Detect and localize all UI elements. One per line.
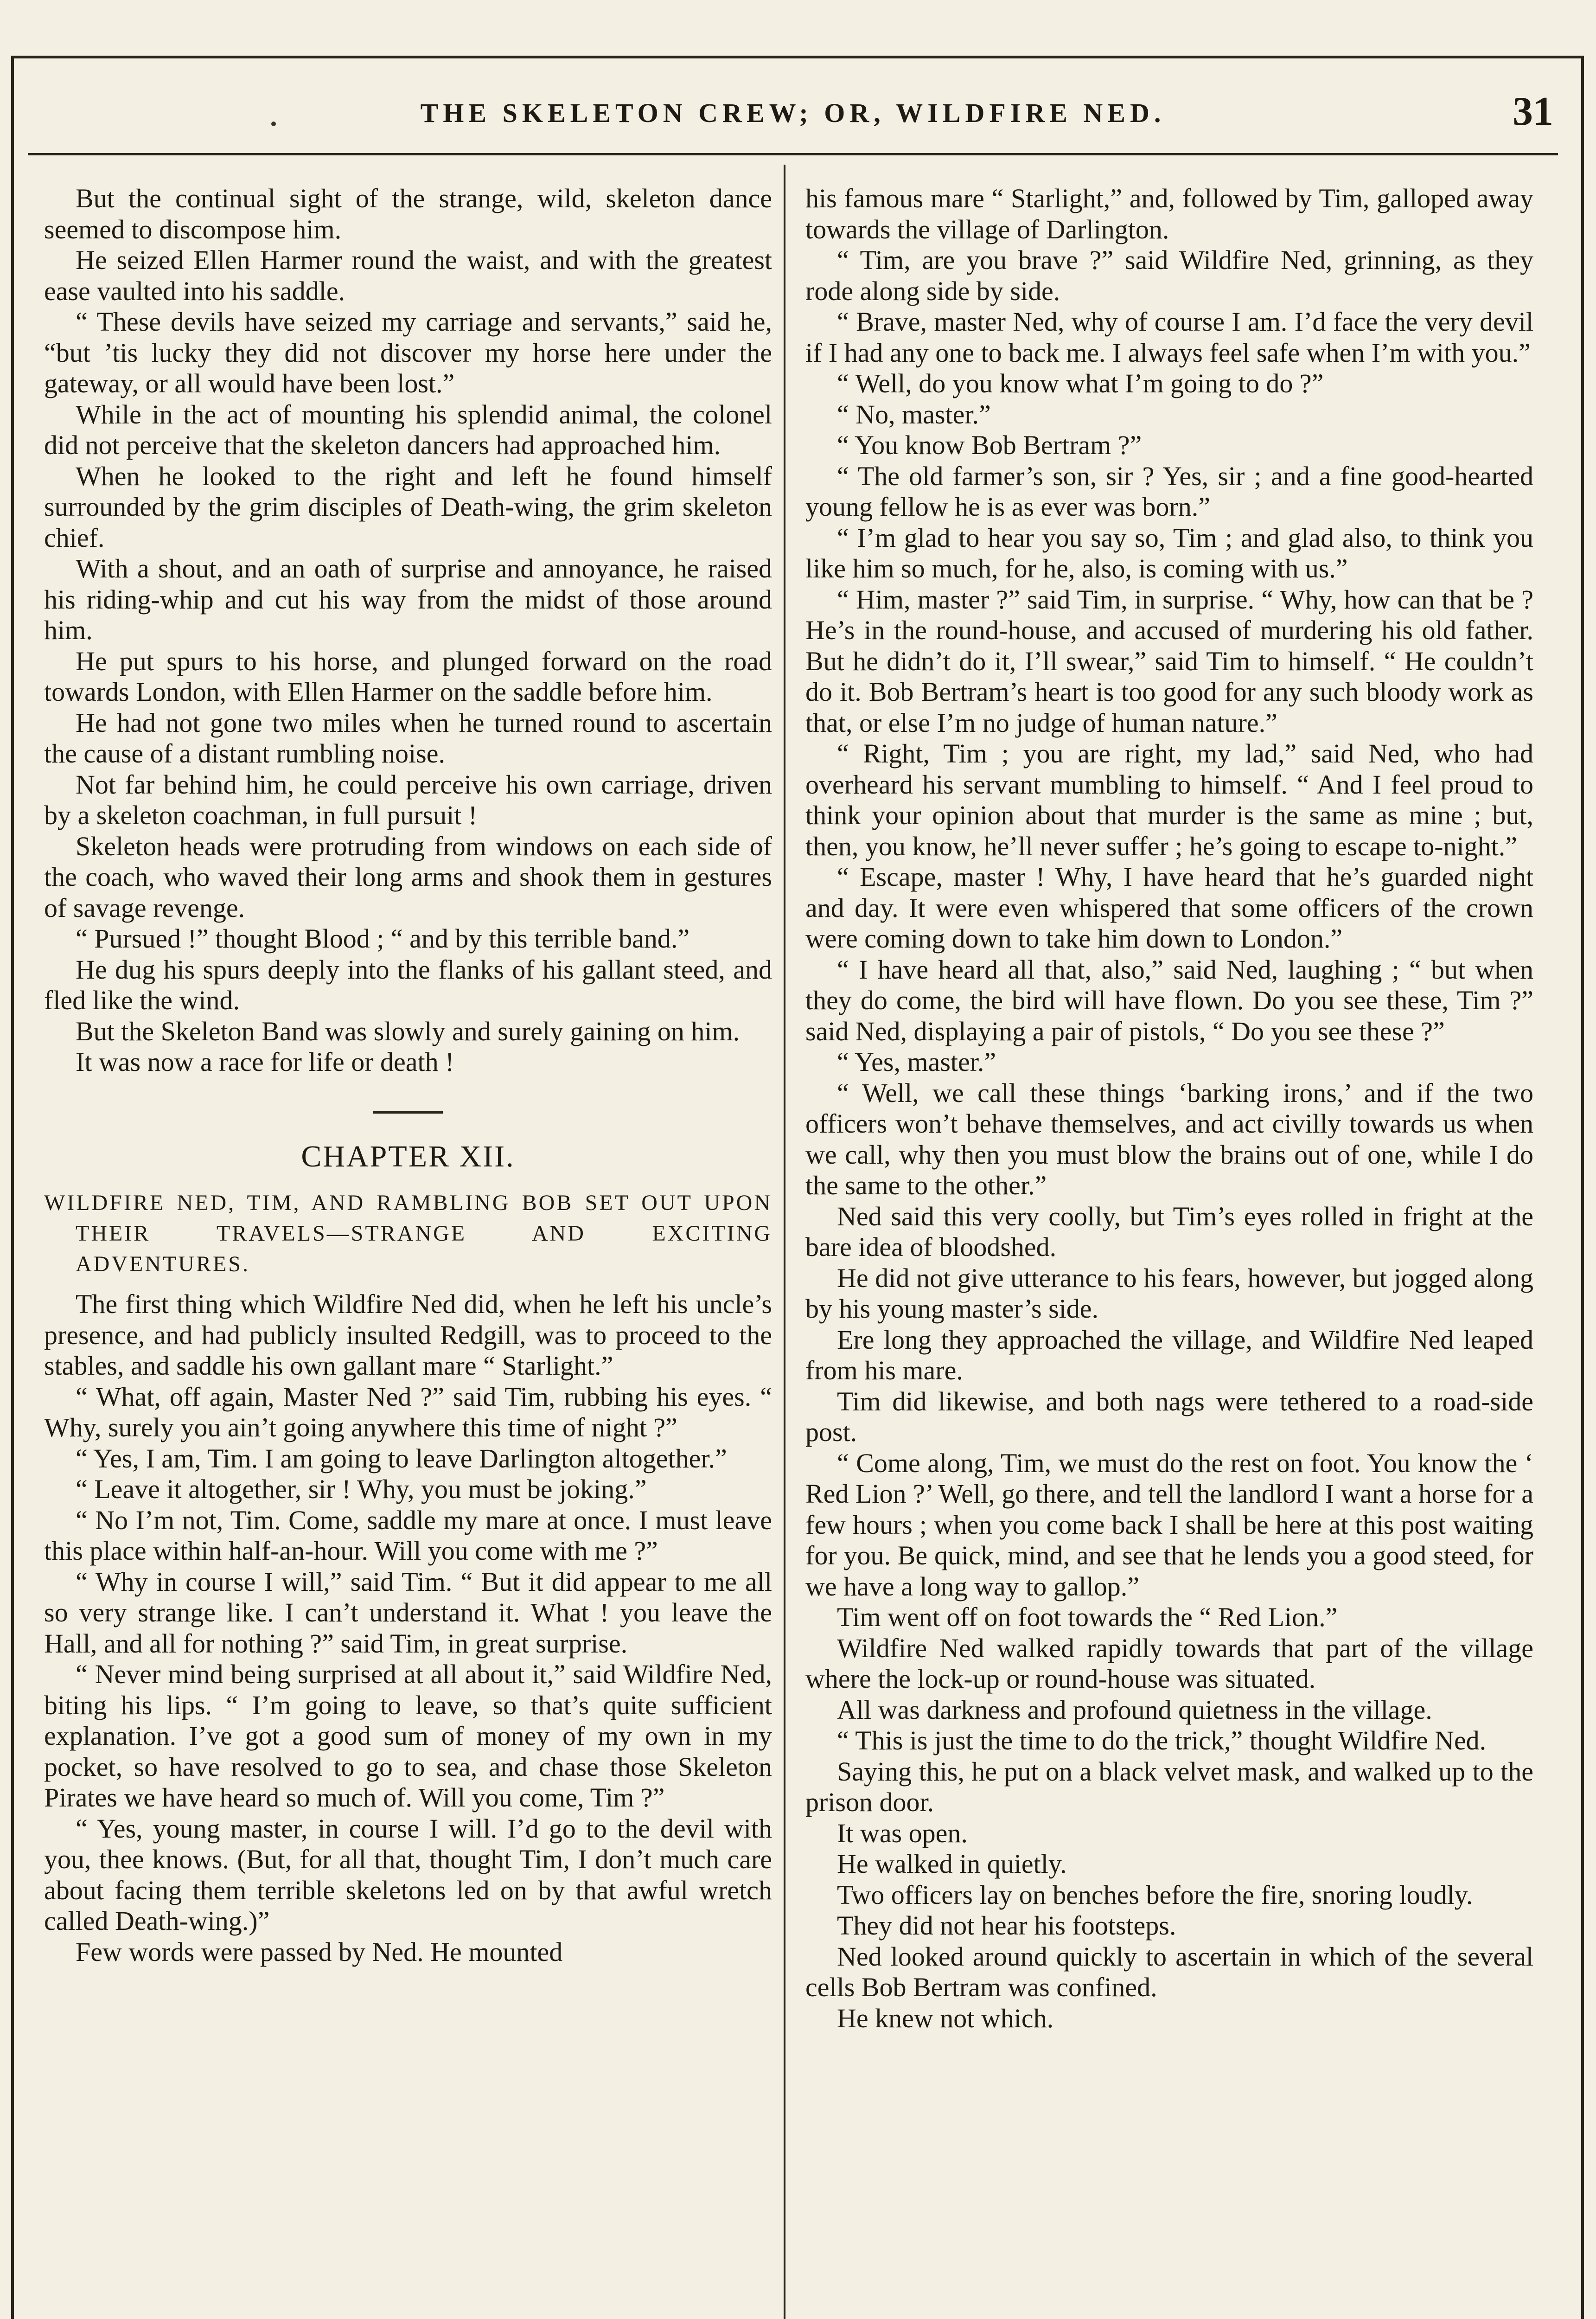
paragraph: “ Pursued !” thought Blood ; “ and by this terrible band.” bbox=[76, 923, 690, 954]
paragraph: “ Yes, young master, in course I will. I’d go to the devil with you, thee knows. (But, for all that, thought Tim, I don’t much care about facing them terrible skeletons led on by that awful wretch called Death-wing.)” bbox=[44, 1813, 772, 1936]
paragraph: “ Yes, I am, Tim. I am going to leave Darlington altogether.” bbox=[76, 1443, 727, 1473]
paragraph: “ No, master.” bbox=[837, 399, 991, 429]
paragraph: He did not give utterance to his fears, however, but jogged along by his young master’s side. bbox=[805, 1262, 1533, 1324]
left-paragraphs-after bbox=[44, 1289, 772, 1967]
page-number: 31 bbox=[1513, 89, 1553, 134]
paragraph: “ The old farmer’s son, sir ? Yes, sir ; and a fine good-hearted young fellow he is as ever was born.” bbox=[805, 461, 1533, 522]
paragraph: “ Brave, master Ned, why of course I am. I’d face the very devil if I had any one to back me. I always feel safe when I’m with you.” bbox=[805, 307, 1533, 368]
right-paragraphs bbox=[805, 183, 1533, 2034]
paragraph: It was now a race for life or death ! bbox=[76, 1047, 454, 1077]
paragraph: All was darkness and profound quietness in the village. bbox=[837, 1694, 1432, 1725]
paragraph: Ned said this very coolly, but Tim’s eyes rolled in fright at the bare idea of bloodshed. bbox=[805, 1201, 1533, 1262]
paragraph: “ I’m glad to hear you say so, Tim ; and glad also, to think you like him so much, for he, also, is coming with us.” bbox=[805, 522, 1533, 583]
paragraph: While in the act of mounting his splendid animal, the colonel did not perceive that the skeleton dancers had approached him. bbox=[44, 399, 772, 460]
paragraph: He walked in quietly. bbox=[837, 1849, 1067, 1879]
paragraph: He dug his spurs deeply into the flanks of his gallant steed, and fled like the wind. bbox=[44, 954, 772, 1015]
paragraph: Not far behind him, he could perceive his own carriage, driven by a skeleton coachman, in full pursuit ! bbox=[44, 769, 772, 830]
chapter-title: CHAPTER XII. bbox=[301, 1139, 515, 1173]
paragraph: “ Yes, master.” bbox=[837, 1047, 996, 1077]
paragraph: Tim went off on foot towards the “ Red Lion.” bbox=[837, 1602, 1338, 1632]
paragraph: “ Escape, master ! Why, I have heard that he’s guarded night and day. It were even whispered that some officers of the crown were coming down to take him down to London.” bbox=[805, 862, 1533, 954]
running-title: THE SKELETON CREW; OR, WILDFIRE NED. bbox=[420, 98, 1166, 128]
paragraph: He put spurs to his horse, and plunged forward on the road towards London, with Ellen Harmer on the saddle before him. bbox=[44, 646, 772, 707]
paragraph: Saying this, he put on a black velvet mask, and walked up to the prison door. bbox=[805, 1756, 1533, 1817]
paragraph: “ Come along, Tim, we must do the rest on foot. You know the ‘ Red Lion ?’ Well, go there, and tell the landlord I want a horse for a few hours ; when you come back I shall be here at this post waiting for you. Be quick, mind, and see that he lends you a good steed, for we have a long way to gallop.” bbox=[805, 1448, 1533, 1602]
paragraph: Few words were passed by Ned. He mounted bbox=[76, 1936, 563, 1967]
paragraph: Skeleton heads were protruding from windows on each side of the coach, who waved their long arms and shook them in gestures of savage revenge. bbox=[44, 831, 772, 923]
chapter-rule bbox=[373, 1111, 443, 1114]
paragraph: Tim did likewise, and both nags were tethered to a road-side post. bbox=[805, 1386, 1533, 1447]
paragraph: When he looked to the right and left he found himself surrounded by the grim disciples of Death-wing, the grim skeleton chief. bbox=[44, 461, 772, 553]
page-header bbox=[28, 88, 1558, 144]
paragraph: “ Tim, are you brave ?” said Wildfire Ned, grinning, as they rode along side by side. bbox=[805, 245, 1533, 306]
paragraph: “ Why in course I will,” said Tim. “ But it did appear to me all so very strange like. I can’t understand it. What ! you leave the Hall, and all for nothing ?” said Tim, in great surprise. bbox=[44, 1566, 772, 1659]
paragraph: “ This is just the time to do the trick,” thought Wildfire Ned. bbox=[837, 1725, 1487, 1755]
paragraph: “ These devils have seized my carriage and servants,” said he, “but ’tis lucky they did not discover my horse here under the gateway, or all would have been lost.” bbox=[44, 307, 772, 398]
paragraph: “ Well, do you know what I’m going to do ?” bbox=[837, 368, 1324, 398]
left-column bbox=[44, 183, 772, 1967]
right-column bbox=[805, 183, 1533, 2034]
paragraph: It was open. bbox=[837, 1818, 968, 1848]
paragraph: Two officers lay on benches before the fire, snoring loudly. bbox=[837, 1879, 1473, 1910]
paragraph: “ Never mind being surprised at all about it,” said Wildfire Ned, biting his lips. “ I’m going to leave, so that’s quite sufficient explanation. I’ve got a good sum of money of my own in my pocket, so have resolved to go to sea, and chase those Skeleton Pirates we have heard so much of. Will you come, Tim ?” bbox=[44, 1659, 772, 1813]
paragraph: “ Well, we call these things ‘barking irons,’ and if the two officers won’t behave themselves, and act civilly towards us when we call, why then you must blow the brains out of one, while I do the same to the other.” bbox=[805, 1077, 1533, 1200]
column-divider bbox=[784, 165, 785, 2319]
header-rule bbox=[28, 153, 1558, 155]
paragraph: “ I have heard all that, also,” said Ned, laughing ; “ but when they do come, the bird will have flown. Do you see these, Tim ?” said Ned, displaying a pair of pistols, “ Do you see these ?” bbox=[805, 954, 1533, 1046]
paragraph: He seized Ellen Harmer round the waist, and with the greatest ease vaulted into his saddle. bbox=[44, 245, 772, 306]
paragraph: Ned looked around quickly to ascertain in which of the several cells Bob Bertram was confined. bbox=[805, 1941, 1533, 2002]
paragraph: “ No I’m not, Tim. Come, saddle my mare at once. I must leave this place within half-an-hour. Will you come with me ?” bbox=[44, 1505, 772, 1566]
paragraph: “ Right, Tim ; you are right, my lad,” said Ned, who had overheard his servant mumbling to himself. “ And I feel proud to think your opinion about that murder is the same as mine ; but, then, you know, he’ll never suffer ; he’s going to escape to-night.” bbox=[805, 738, 1533, 861]
paragraph: He had not gone two miles when he turned round to ascertain the cause of a distant rumbling noise. bbox=[44, 707, 772, 769]
paragraph: The first thing which Wildfire Ned did, when he left his uncle’s presence, and had publicly insulted Redgill, was to proceed to the stables, and saddle his own gallant mare “ Starlight.” bbox=[44, 1289, 772, 1381]
paragraph: But the Skeleton Band was slowly and surely gaining on him. bbox=[76, 1016, 740, 1046]
paragraph: They did not hear his footsteps. bbox=[837, 1910, 1176, 1941]
left-paragraphs-before bbox=[44, 183, 772, 1078]
paragraph: Ere long they approached the village, and Wildfire Ned leaped from his mare. bbox=[805, 1324, 1533, 1385]
paragraph: “ You know Bob Bertram ?” bbox=[837, 430, 1142, 460]
paragraph: With a shout, and an oath of surprise and annoyance, he raised his riding-whip and cut his way from the midst of those around him. bbox=[44, 553, 772, 645]
paragraph: his famous mare “ Starlight,” and, followed by Tim, galloped away towards the village of Darlington. bbox=[805, 183, 1533, 244]
paragraph: “ Leave it altogether, sir ! Why, you must be joking.” bbox=[76, 1474, 647, 1504]
paragraph: “ What, off again, Master Ned ?” said Tim, rubbing his eyes. “ Why, surely you ain’t going anywhere this time of night ?” bbox=[44, 1381, 772, 1442]
paragraph: But the continual sight of the strange, wild, skeleton dance seemed to discompose him. bbox=[44, 183, 772, 244]
chapter-summary: WILDFIRE NED, TIM, AND RAMBLING BOB SET OUT UPON THEIR TRAVELS—STRANGE AND EXCITING ADVENTURES. bbox=[44, 1191, 772, 1276]
paragraph: “ Him, master ?” said Tim, in surprise. “ Why, how can that be ? He’s in the round-house, and accused of murdering his old father. But he didn’t do it, I’ll swear,” said Tim to himself. “ He couldn’t do it. Bob Bertram’s heart is too good for any such bloody work as that, or else I’m no judge of human nature.” bbox=[805, 584, 1533, 738]
paragraph: Wildfire Ned walked rapidly towards that part of the village where the lock-up or round-house was situated. bbox=[805, 1633, 1533, 1694]
paragraph: He knew not which. bbox=[837, 2003, 1054, 2033]
